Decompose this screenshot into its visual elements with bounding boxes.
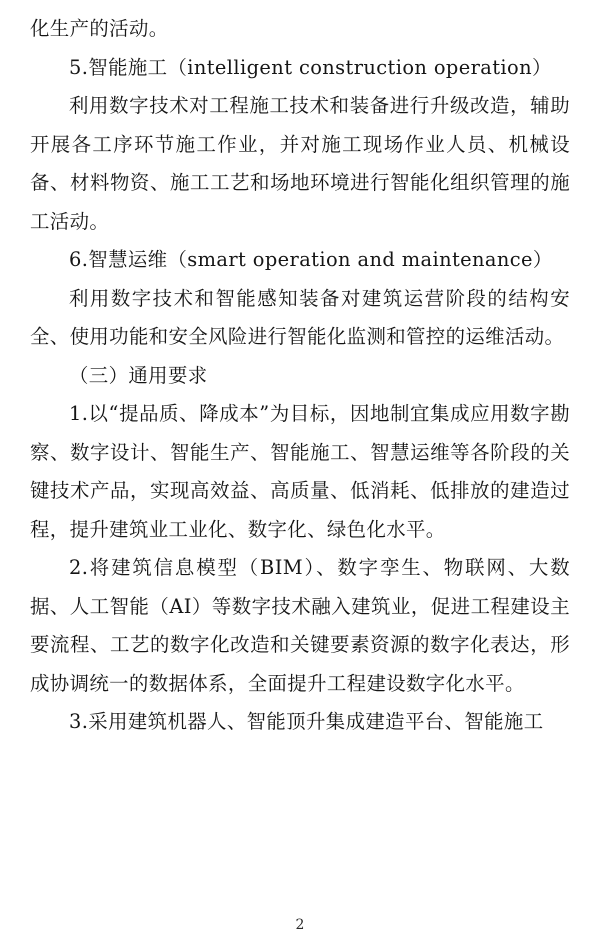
paragraph-term-6: 6.智慧运维（smart operation and maintenance） bbox=[69, 248, 553, 271]
paragraph-term-6-definition: 利用数字技术和智能感知装备对建筑运营阶段的结构安全、使用功能和安全风险进行智能化监测和管控的运维活动。 bbox=[30, 286, 570, 348]
paragraph-requirement-2: 2.将建筑信息模型（BIM）、数字孪生、物联网、大数据、人工智能（AI）等数字技术融入建筑业，促进工程建设主要流程、工艺的数字化改造和关键要素资源的数字化表达，形成协调统一的数据体系，全面提升工程建设数字化水平。 bbox=[30, 556, 570, 695]
page-number: 2 bbox=[295, 917, 305, 933]
paragraph-requirement-1: 1.以“提品质、降成本”为目标，因地制宜集成应用数字勘察、数字设计、智能生产、智能施工、智慧运维等各阶段的关键技术产品，实现高效益、高质量、低消耗、低排放的建造过程，提升建筑业工业化、数字化、绿色化水平。 bbox=[30, 402, 570, 541]
paragraph-term-5: 5.智能施工（intelligent construction operation） bbox=[69, 55, 552, 79]
paragraph-term-5-definition: 利用数字技术对工程施工技术和装备进行升级改造，辅助开展各工序环节施工作业，并对施工现场作业人员、机械设备、材料物资、施工工艺和场地环境进行智能化组织管理的施工活动。 bbox=[30, 94, 570, 233]
paragraph-continuation: 化生产的活动。 bbox=[30, 17, 169, 40]
document-body bbox=[30, 10, 570, 742]
section-heading-general-requirements: （三）通用要求 bbox=[69, 363, 208, 387]
paragraph-requirement-3: 3.采用建筑机器人、智能顶升集成建造平台、智能施工 bbox=[69, 710, 544, 733]
